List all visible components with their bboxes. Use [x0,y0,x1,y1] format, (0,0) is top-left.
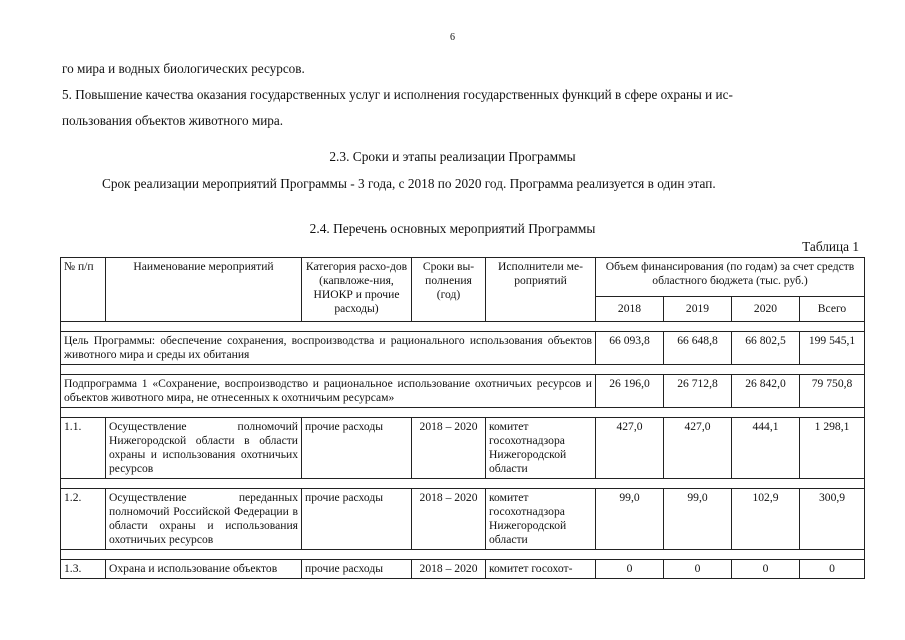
row-category: прочие расходы [302,489,412,550]
header-year-2019: 2019 [664,297,732,322]
row-executor: комитет госохотнадзора Нижегородской области [486,418,596,479]
table-row [61,560,865,579]
subprogram-2019: 26 712,8 [664,375,732,408]
measures-table [60,257,865,579]
header-executors: Исполнители ме-роприятий [486,258,596,322]
subprogram-2020: 26 842,0 [732,375,800,408]
table-row [61,489,865,550]
row-2020: 444,1 [732,418,800,479]
row-num: 1.3. [61,560,106,579]
row-category: прочие расходы [302,560,412,579]
page-number: 6 [450,32,455,43]
header-total: Всего [800,297,865,322]
header-num: № п/п [61,258,106,322]
row-total: 300,9 [800,489,865,550]
header-name: Наименование мероприятий [106,258,302,322]
header-funding: Объем финансирования (по годам) за счет средств областного бюджета (тыс. руб.) [596,258,865,297]
row-total: 1 298,1 [800,418,865,479]
row-total: 0 [800,560,865,579]
goal-2018: 66 093,8 [596,332,664,365]
row-num: 1.2. [61,489,106,550]
paragraph-item-5-line-2: пользования объектов животного мира. [62,113,284,128]
row-2018: 427,0 [596,418,664,479]
table-header-row [61,258,865,297]
paragraph-item-5-line-1: 5. Повышение качества оказания государственных услуг и исполнения государственных функций в сфере охраны и ис- [62,87,733,102]
measures-table-wrapper [60,257,865,579]
table-spacer [61,408,865,418]
row-executor: комитет госохот- [486,560,596,579]
header-term: Сроки вы-полнения (год) [412,258,486,322]
subprogram-total: 79 750,8 [800,375,865,408]
subprogram-text: Подпрограмма 1 «Сохранение, воспроизводство и рациональное использование охотничьих ресурсов и объектов животного мира, не отнесенных к охотничьим ресурсам» [61,375,596,408]
row-2018: 0 [596,560,664,579]
table-label: Таблица 1 [802,239,859,254]
section-heading-2-4: 2.4. Перечень основных мероприятий Программы [309,221,596,236]
row-2019: 427,0 [664,418,732,479]
paragraph-continuation: го мира и водных биологических ресурсов. [62,61,305,76]
row-2020: 0 [732,560,800,579]
row-2019: 99,0 [664,489,732,550]
row-term: 2018 – 2020 [412,560,486,579]
row-name: Осуществление переданных полномочий Российской Федерации в области охраны и использования охотничьих ресурсов [106,489,302,550]
table-spacer [61,365,865,375]
table-row-subprogram [61,375,865,408]
table-row-goal [61,332,865,365]
table-spacer [61,479,865,489]
goal-total: 199 545,1 [800,332,865,365]
header-category: Категория расхо-дов (капвложе-ния, НИОКР и прочие расходы) [302,258,412,322]
table-row [61,418,865,479]
subprogram-2018: 26 196,0 [596,375,664,408]
section-heading-2-3: 2.3. Сроки и этапы реализации Программы [329,149,576,164]
table-spacer [61,322,865,332]
row-name: Охрана и использование объектов [106,560,302,579]
row-2020: 102,9 [732,489,800,550]
goal-text: Цель Программы: обеспечение сохранения, воспроизводства и рационального использования объектов животного мира и среды их обитания [61,332,596,365]
row-2019: 0 [664,560,732,579]
row-term: 2018 – 2020 [412,418,486,479]
table-spacer [61,550,865,560]
header-year-2018: 2018 [596,297,664,322]
section-2-3-text: Срок реализации мероприятий Программы - 3 года, с 2018 по 2020 год. Программа реализуется в один этап. [102,176,716,191]
row-num: 1.1. [61,418,106,479]
row-category: прочие расходы [302,418,412,479]
row-term: 2018 – 2020 [412,489,486,550]
row-executor: комитет госохотнадзора Нижегородской области [486,489,596,550]
goal-2019: 66 648,8 [664,332,732,365]
paragraph-item-5 [62,82,856,134]
goal-2020: 66 802,5 [732,332,800,365]
row-name: Осуществление полномочий Нижегородской области в области охраны и использования охотничьих ресурсов [106,418,302,479]
header-year-2020: 2020 [732,297,800,322]
row-2018: 99,0 [596,489,664,550]
